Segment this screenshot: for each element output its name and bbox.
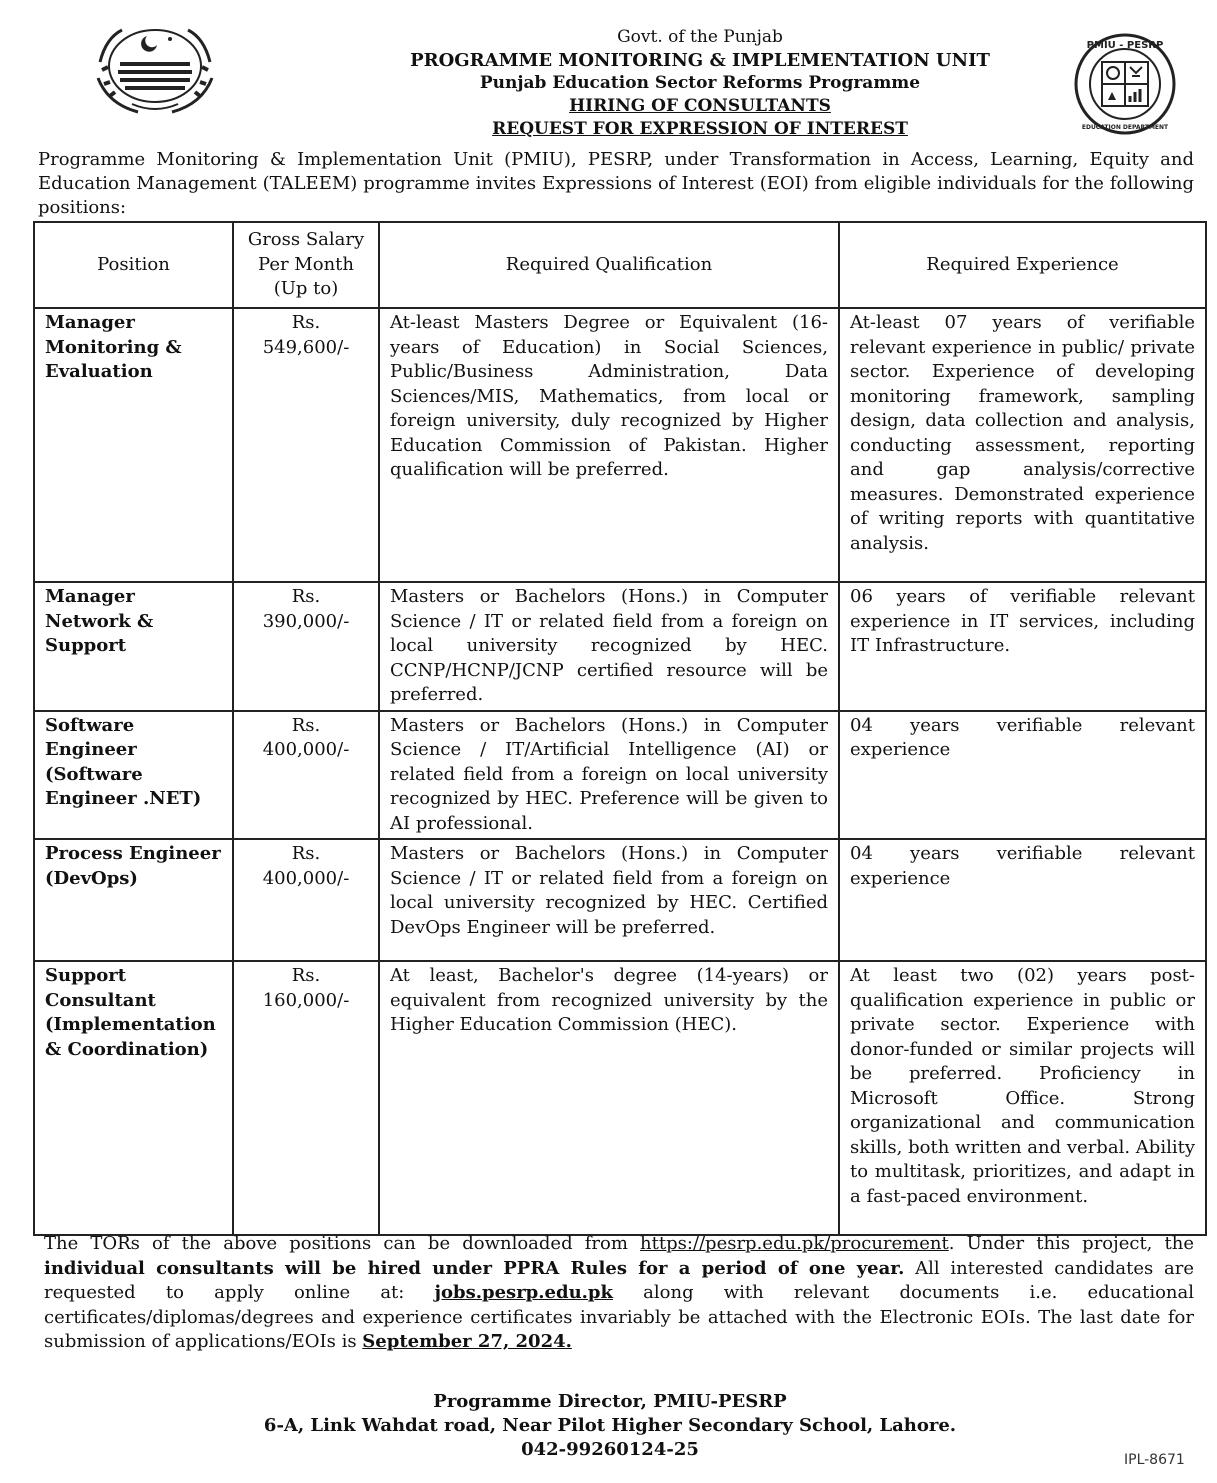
salary-cell — [233, 711, 379, 840]
table-row — [34, 308, 1206, 582]
header-position: Position — [34, 222, 233, 308]
request-title: REQUEST FOR EXPRESSION OF INTEREST — [492, 119, 908, 139]
intro-paragraph: Programme Monitoring & Implementation Unit (PMIU), PESRP, under Transformation in Access, Learning, Equity and Education Management (TALEEM) programme invites Expressions of Interest (EOI) from eligible individuals for the following positions: — [38, 149, 1194, 218]
table-header-row — [34, 222, 1206, 308]
contact-block — [200, 1390, 1020, 1462]
seal-ring-text: PMIU - PESRP — [1086, 40, 1164, 51]
footer-text-1: The TORs of the above positions can be downloaded from — [44, 1233, 641, 1254]
salary-value: 400,000/- — [262, 739, 350, 760]
contact-phone: 042-99260124-25 — [521, 1439, 699, 1460]
footer-text-2: . Under this project, the — [948, 1233, 1195, 1254]
salary-cell — [233, 582, 379, 711]
submission-deadline: September 27, 2024. — [362, 1331, 572, 1352]
table-row — [34, 839, 1206, 961]
header-experience: Required Experience — [839, 222, 1206, 308]
salary-cell — [233, 308, 379, 582]
footer-paragraph — [44, 1232, 1194, 1355]
salary-value: 549,600/- — [262, 336, 350, 358]
salary-prefix: Rs. — [291, 586, 321, 607]
salary-prefix: Rs. — [291, 312, 321, 333]
salary-prefix: Rs. — [291, 714, 321, 736]
experience-cell: At least two (02) years post-qualification experience in public or private sector. Experience with donor-funded or similar projects will be preferred. Proficiency in Microsoft Office. Strong organizational and communication skills, both written and verbal. Ability to multitask, prioritizes, and adapt in a fast-paced environment. — [839, 961, 1206, 1235]
table-row — [34, 582, 1206, 711]
qualification-cell: At-least Masters Degree or Equivalent (16-years of Education) in Social Sciences, Public/Business Administration, Data Sciences/MIS, Mathematics, from local or foreign university, duly recognized by Higher Education Commission of Pakistan. Higher qualification will be preferred. — [379, 308, 839, 582]
position-cell: Manager Network & Support — [34, 582, 233, 711]
notice-header — [300, 26, 1100, 141]
salary-value: 160,000/- — [262, 989, 350, 1011]
govt-title: Govt. of the Punjab — [617, 27, 783, 47]
experience-cell: 04 years verifiable relevant experience — [839, 839, 1206, 961]
footer-text-4: along with relevant documents i.e. educational certificates/diplomas/degrees and experience certificates invariably be attached with the Electronic EOIs. The last date for submission of applications/EOIs is — [44, 1282, 1194, 1352]
seal-bottom-text: EDUCATION DEPARTMENT — [1081, 124, 1169, 131]
tor-download-link[interactable]: https://pesrp.edu.pk/procurement — [640, 1233, 949, 1254]
unit-title: PROGRAMME MONITORING & IMPLEMENTATION UNIT — [410, 50, 990, 71]
salary-cell — [233, 961, 379, 1235]
qualification-cell: Masters or Bachelors (Hons.) in Computer Science / IT/Artificial Intelligence (AI) or related field from a foreign on local university recognized by HEC. Preference will be given to AI professional. — [379, 711, 839, 840]
jobs-portal-link[interactable]: jobs.pesrp.edu.pk — [434, 1282, 613, 1303]
programme-title: Punjab Education Sector Reforms Programme — [479, 73, 921, 93]
header-salary: Gross Salary Per Month (Up to) — [233, 222, 379, 308]
hiring-title: HIRING OF CONSULTANTS — [569, 96, 831, 116]
position-cell: Support Consultant (Implementation & Coordination) — [34, 961, 233, 1235]
positions-table — [33, 221, 1207, 1236]
table-row — [34, 961, 1206, 1235]
salary-cell — [233, 839, 379, 961]
qualification-cell: Masters or Bachelors (Hons.) in Computer Science / IT or related field from a foreign on local university recognized by HEC. CCNP/HCNP/JCNP certified resource will be preferred. — [379, 582, 839, 711]
salary-value: 390,000/- — [262, 610, 350, 632]
table-row — [34, 711, 1206, 840]
footer-text-3: All interested candidates are requested to apply online at: — [44, 1257, 1195, 1303]
contact-address: 6-A, Link Wahdat road, Near Pilot Higher Secondary School, Lahore. — [263, 1415, 957, 1436]
experience-cell: 04 years verifiable relevant experience — [839, 711, 1206, 840]
footer-ppra-note: individual consultants will be hired under PPRA Rules for a period of one year. — [44, 1257, 905, 1279]
experience-cell: At-least 07 years of verifiable relevant experience in public/ private sector. Experience of developing monitoring framework, sampling design, data collection and analysis, conducting assessment, reporting and gap analysis/corrective measures. Demonstrated experience of writing reports with quantitative analysis. — [839, 308, 1206, 582]
punjab-govt-emblem-icon — [92, 22, 218, 118]
position-cell: Process Engineer (DevOps) — [34, 839, 233, 961]
experience-cell: 06 years of verifiable relevant experience in IT services, including IT Infrastructure. — [839, 582, 1206, 711]
salary-prefix: Rs. — [291, 843, 321, 864]
position-cell: Software Engineer (Software Engineer .NET) — [34, 711, 233, 840]
qualification-cell: Masters or Bachelors (Hons.) in Computer Science / IT or related field from a foreign on local university recognized by HEC. Certified DevOps Engineer will be preferred. — [379, 839, 839, 961]
position-cell: Manager Monitoring & Evaluation — [34, 308, 233, 582]
ad-reference-number: IPL-8671 — [1124, 1452, 1185, 1468]
salary-prefix: Rs. — [291, 965, 321, 986]
header-qualification: Required Qualification — [379, 222, 839, 308]
salary-value: 400,000/- — [262, 867, 350, 889]
contact-director: Programme Director, PMIU-PESRP — [433, 1391, 787, 1412]
qualification-cell: At least, Bachelor's degree (14-years) or equivalent from recognized university by the Higher Education Commission (HEC). — [379, 961, 839, 1235]
